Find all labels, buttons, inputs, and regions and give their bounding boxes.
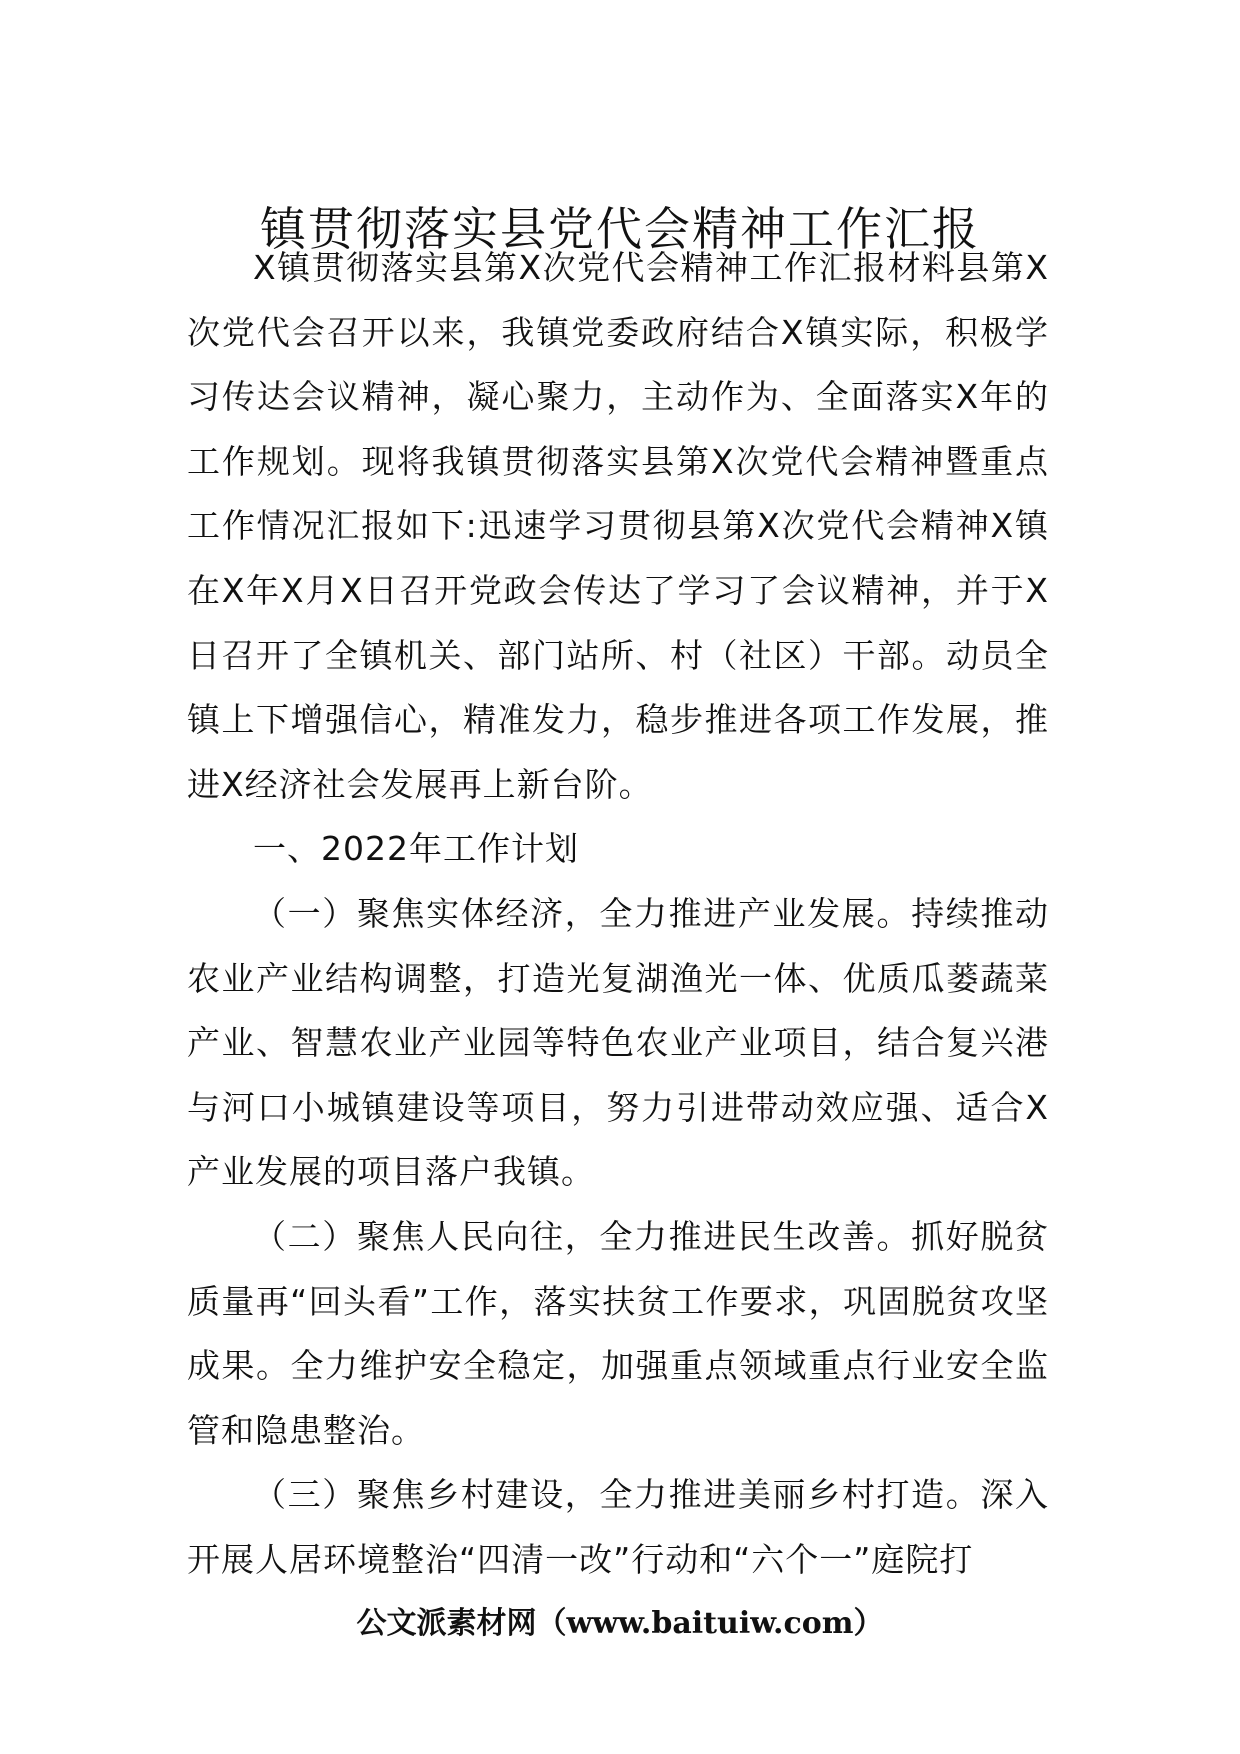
paragraph-economy: （一）聚焦实体经济，全力推进产业发展。持续推动农业产业结构调整，打造光复湖渔光一体、优质瓜蒌蔬菜产业、智慧农业产业园等特色农业产业项目，结合复兴港与河口小城镇建设等项目，努力引进带动效应强、适合X产业发展的项目落户我镇。: [187, 893, 1049, 1192]
document-title: 镇贯彻落实县党代会精神工作汇报: [260, 201, 980, 256]
intro-paragraph: X镇贯彻落实县第X次党代会精神工作汇报材料县第X次党代会召开以来，我镇党委政府结合X镇实际，积极学习传达会议精神，凝心聚力，主动作为、全面落实X年的工作规划。现将我镇贯彻落实县第X次党代会精神暨重点工作情况汇报如下:迅速学习贯彻县第X次党代会精神X镇在X年X月X日召开党政会传达了学习了会议精神，并于X日召开了全镇机关、部门站所、村（社区）干部。动员全镇上下增强信心，精准发力，稳步推进各项工作发展，推进X经济社会发展再上新台阶。: [187, 248, 1049, 804]
document-body: [187, 236, 1049, 1592]
footer-watermark: 公文派素材网（www.baituiw.com）: [356, 1606, 884, 1641]
section-heading: 一、2022年工作计划: [253, 829, 579, 869]
paragraph-livelihood: （二）聚焦人民向往，全力推进民生改善。抓好脱贫质量再“回头看”工作，落实扶贫工作要求，巩固脱贫攻坚成果。全力维护安全稳定，加强重点领域重点行业安全监管和隐患整治。: [187, 1216, 1049, 1450]
paragraph-rural: （三）聚焦乡村建设，全力推进美丽乡村打造。深入开展人居环境整治“四清一改”行动和“六个一”庭院打: [187, 1475, 1049, 1579]
